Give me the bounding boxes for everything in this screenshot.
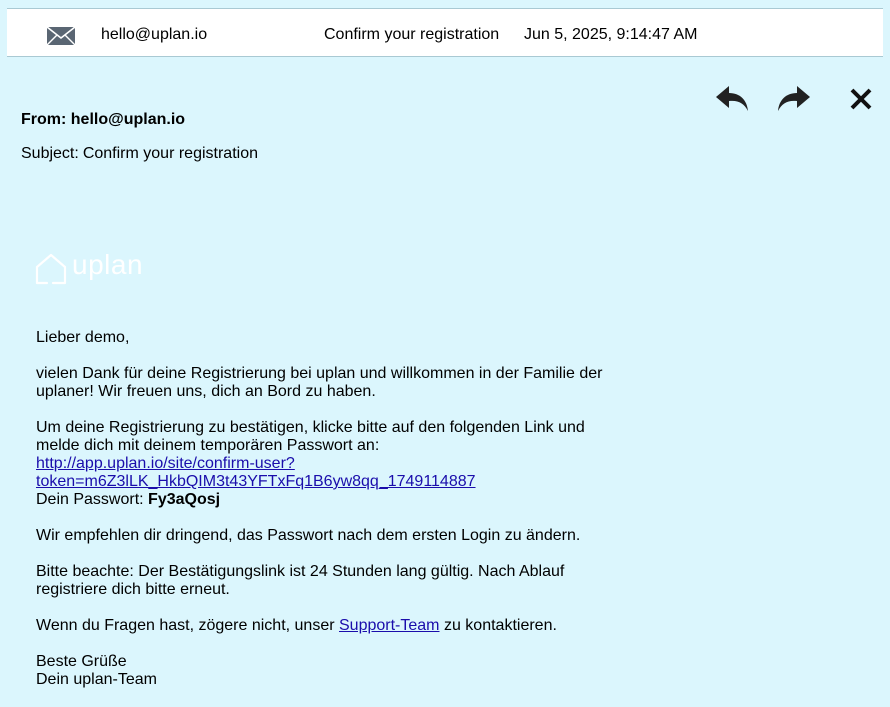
- email-list-row[interactable]: [7, 8, 883, 57]
- list-row-from: hello@uplan.io: [101, 26, 208, 43]
- paragraph-change-password: Wir empfehlen dir dringend, das Passwort nach dem ersten Login zu ändern.: [36, 527, 581, 544]
- logo-text: uplan: [72, 249, 144, 280]
- confirm-link-line2: token=m6Z3lLK_HkbQIM3t43YFTxFq1B6yw8qq_1749114887: [36, 473, 476, 490]
- from-label: From:: [21, 111, 67, 128]
- paragraph-validity: Bitte beachte: Der Bestätigungslink ist 24 Stunden lang gültig. Nach Ablauf registriere dich bitte erneut.: [36, 563, 565, 598]
- confirm-link-line1: http://app.uplan.io/site/confirm-user?: [36, 455, 295, 472]
- close-button[interactable]: [846, 84, 876, 114]
- forward-icon: [776, 84, 812, 114]
- support-team-link[interactable]: Support-Team: [339, 617, 440, 634]
- confirm-link[interactable]: [36, 455, 476, 490]
- close-icon: [846, 84, 876, 114]
- support-text-after: zu kontaktieren.: [443, 617, 557, 634]
- password-value: Fy3aQosj: [148, 491, 221, 508]
- confirm-intro: Um deine Registrierung zu bestätigen, klicke bitte auf den folgenden Link und melde dich mit deinem temporären Passwort an:: [36, 419, 585, 454]
- password-label: Dein Passwort:: [36, 491, 144, 508]
- list-row-subject: Confirm your registration: [324, 26, 500, 43]
- subject-value: Confirm your registration: [82, 145, 258, 162]
- paragraph-support: [36, 617, 616, 635]
- header-subject: [21, 145, 258, 163]
- from-value: hello@uplan.io: [70, 111, 186, 128]
- header-from: [21, 111, 185, 129]
- paragraph-welcome: vielen Dank für deine Registrierung bei uplan und willkommen in der Familie der uplaner! Wir freuen uns, dich an Bord zu haben.: [36, 365, 603, 400]
- greeting: Lieber demo,: [36, 329, 130, 346]
- reply-icon: [714, 84, 750, 114]
- signature: Dein uplan-Team: [36, 671, 157, 688]
- paragraph-confirm: [36, 419, 616, 509]
- house-icon: [35, 253, 67, 285]
- closing: [36, 653, 616, 689]
- list-row-date: Jun 5, 2025, 9:14:47 AM: [524, 26, 698, 43]
- support-text-before: Wenn du Fragen hast, zögere nicht, unser: [36, 617, 335, 634]
- forward-button[interactable]: [776, 84, 812, 114]
- email-body: [36, 329, 616, 707]
- envelope-icon: [46, 26, 76, 46]
- subject-label: Subject:: [21, 145, 79, 162]
- reply-button[interactable]: [714, 84, 750, 114]
- closing-greeting: Beste Grüße: [36, 653, 127, 670]
